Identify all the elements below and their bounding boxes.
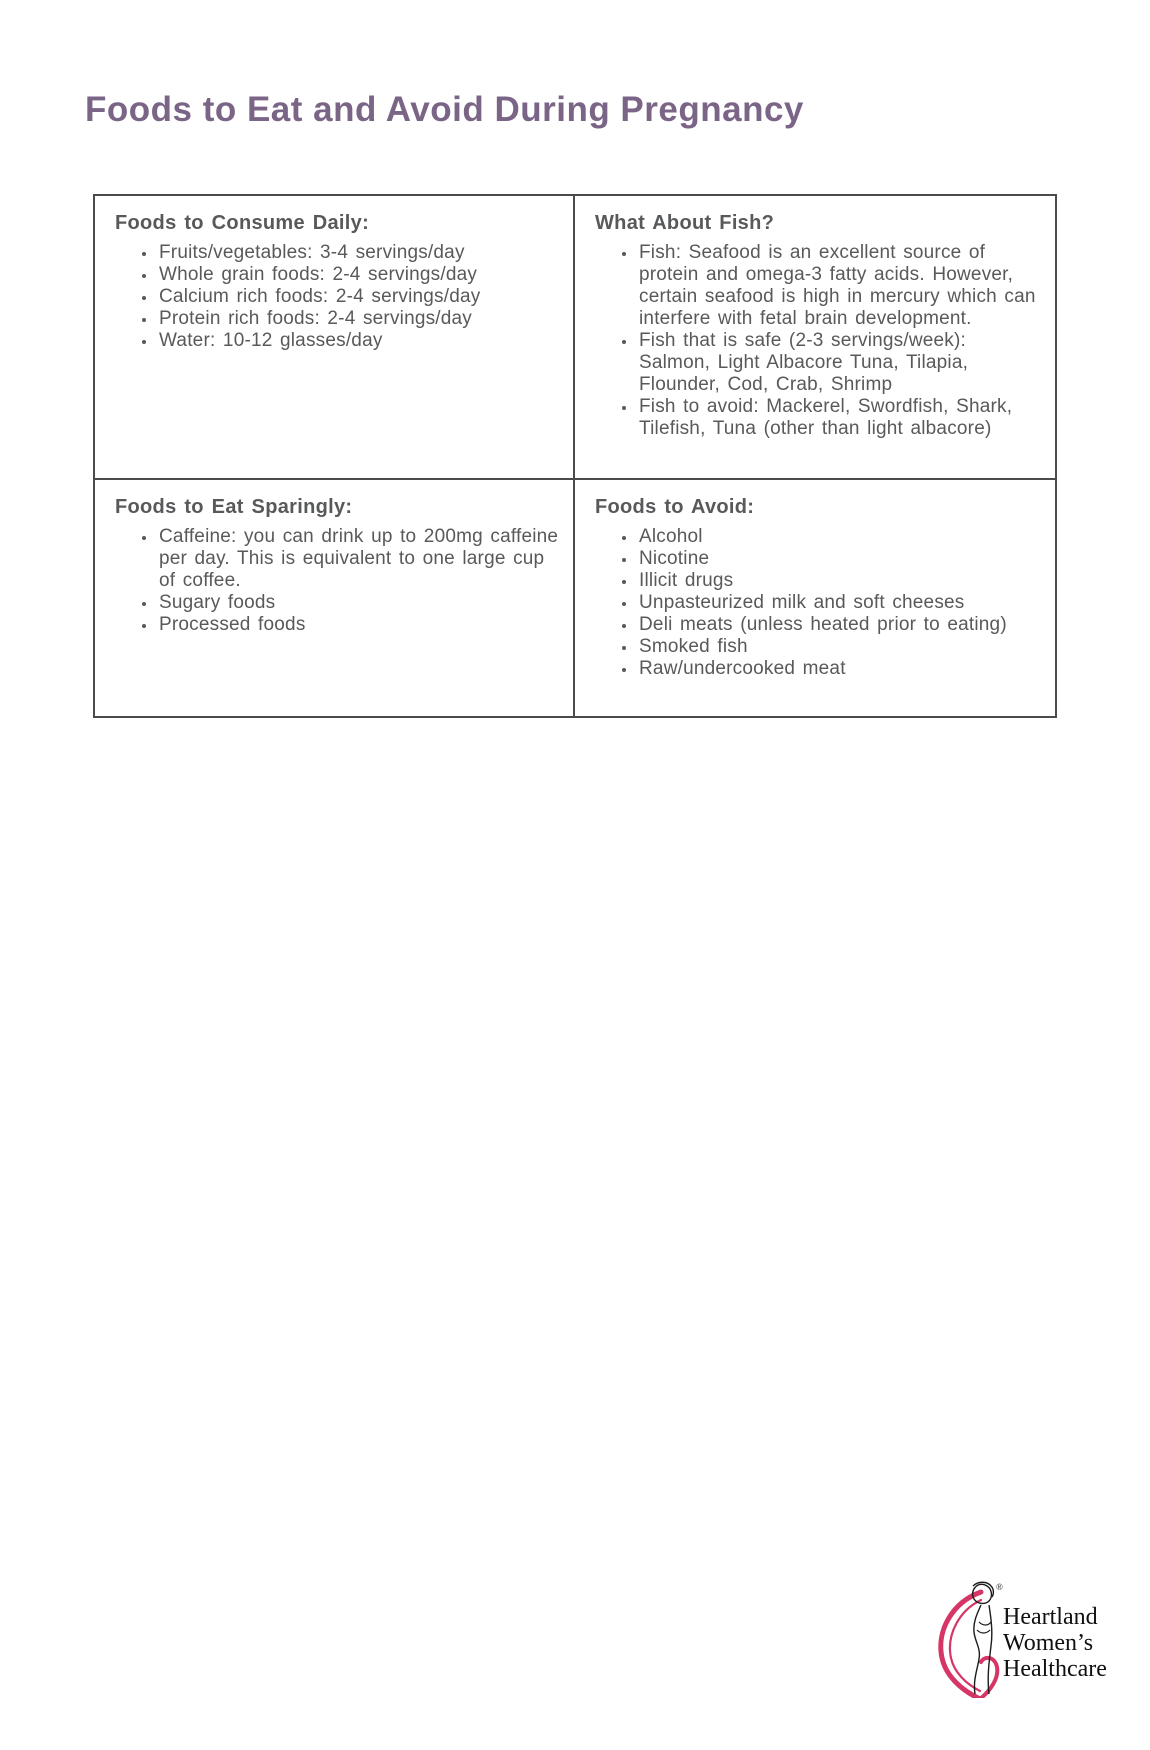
bullet-item: • Caffeine: you can drink up to 200mg caffeine per day. This is equivalent to one large cup of coffee. [157,526,559,592]
bullet-list [595,242,1041,440]
bullet-item: • Water: 10-12 glasses/day [157,330,559,352]
heartland-logo [933,1578,1107,1698]
cell-heading: Foods to Eat Sparingly: [115,496,353,518]
logo-line: Healthcare [1003,1656,1107,1682]
bullet-item: • Fish to avoid: Mackerel, Swordfish, Shark, Tilefish, Tuna (other than light albacore) [637,396,1041,440]
logo-line: Heartland [1003,1604,1098,1630]
bullet-item: • Nicotine [637,548,1041,570]
table-cell-eat-sparingly [95,480,575,716]
logo-wordmark [1003,1604,1107,1682]
logo-line: Women’s [1003,1630,1094,1656]
registered-trademark-icon: ® [996,1582,1003,1592]
bullet-item: • Fish: Seafood is an excellent source of protein and omega-3 fatty acids. However, certain seafood is high in mercury which can interfere with fetal brain development. [637,242,1041,330]
table-cell-consume-daily [95,196,575,480]
cell-heading: What About Fish? [595,212,775,234]
table-cell-about-fish [575,196,1055,480]
cell-heading: Foods to Consume Daily: [115,212,370,234]
cell-heading: Foods to Avoid: [595,496,755,518]
bullet-list [115,526,559,636]
bullet-item: • Fish that is safe (2-3 servings/week): Salmon, Light Albacore Tuna, Tilapia, Flounder, Cod, Crab, Shrimp [637,330,1041,396]
bullet-item: • Calcium rich foods: 2-4 servings/day [157,286,559,308]
pregnant-woman-heart-icon [933,1578,1007,1698]
bullet-item: • Unpasteurized milk and soft cheeses [637,592,1041,614]
table-cell-foods-to-avoid [575,480,1055,716]
bullet-item: • Alcohol [637,526,1041,548]
bullet-item: • Raw/undercooked meat [637,658,1041,680]
bullet-item: • Fruits/vegetables: 3-4 servings/day [157,242,559,264]
bullet-item: • Deli meats (unless heated prior to eating) [637,614,1041,636]
bullet-item: • Smoked fish [637,636,1041,658]
bullet-item: • Sugary foods [157,592,559,614]
bullet-item: • Processed foods [157,614,559,636]
bullet-item: • Illicit drugs [637,570,1041,592]
bullet-list [595,526,1041,680]
foods-table [93,194,1057,718]
bullet-list [115,242,559,352]
page-title: Foods to Eat and Avoid During Pregnancy [85,90,804,129]
bullet-item: • Whole grain foods: 2-4 servings/day [157,264,559,286]
bullet-item: • Protein rich foods: 2-4 servings/day [157,308,559,330]
